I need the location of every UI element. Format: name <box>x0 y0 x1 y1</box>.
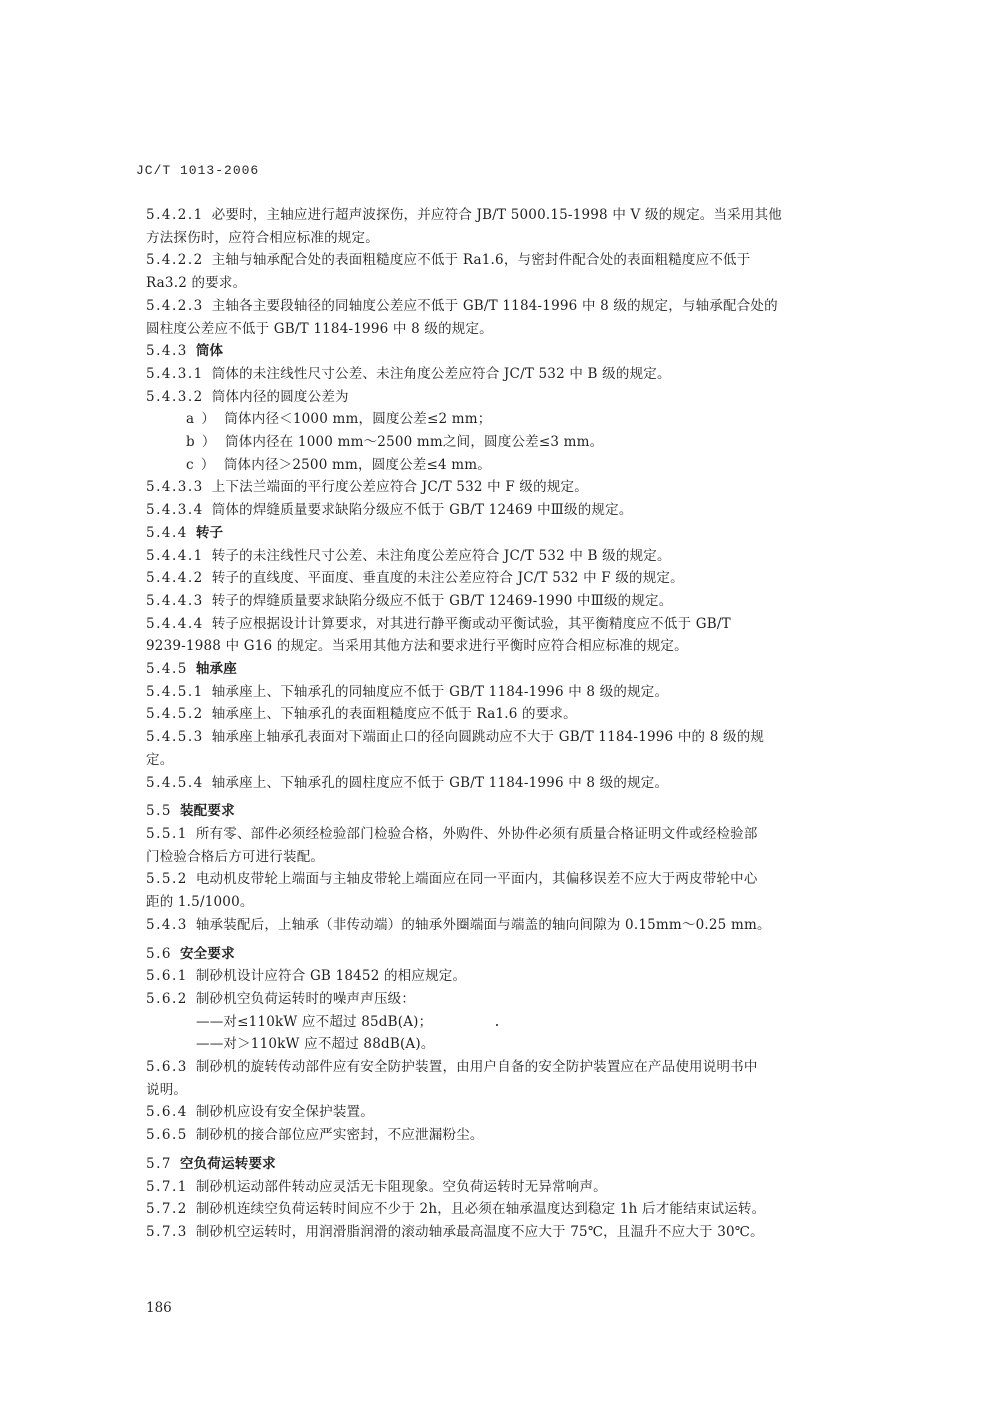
list-item <box>146 431 876 454</box>
clause-number: 5.4.2.3 <box>146 297 204 314</box>
clause-text: 制砂机空运转时，用润滑脂润滑的滚动轴承最高温度不应大于 75℃，且温升不应大于 30℃。 <box>195 1223 764 1240</box>
clause-text: 筒体的未注线性尺寸公差、未注角度公差应符合 JC/T 532 中 B 级的规定。 <box>211 365 671 382</box>
clause-text: 轴承座上、下轴承孔的表面粗糙度应不低于 Ra1.6 的要求。 <box>211 706 577 723</box>
clause-text: 上下法兰端面的平行度公差应符合 JC/T 532 中 F 级的规定。 <box>211 479 588 496</box>
clause-line <box>146 1198 876 1221</box>
clause-number: 5.7.2 <box>146 1201 188 1218</box>
clause-text: 制砂机设计应符合 GB 18452 的相应规定。 <box>195 968 467 985</box>
section-title: 转子 <box>195 524 224 541</box>
clause-continuation: 圆柱度公差应不低于 GB/T 1184-1996 中 8 级的规定。 <box>146 320 493 337</box>
clause-number: 5.4.5.1 <box>146 683 204 700</box>
clause-line <box>146 499 876 522</box>
clause-text: 必要时，主轴应进行超声波探伤，并应符合 JB/T 5000.15-1998 中 V 级的规定。当采用其他 <box>211 207 782 223</box>
clause-number: 5.6.4 <box>146 1104 188 1121</box>
clause-text: 所有零、部件必须经检验部门检验合格，外购件、外协件必须有质量合格证明文件或经检验部 <box>195 825 758 842</box>
clause-text: 筒体的焊缝质量要求缺陷分级应不低于 GB/T 12469 中Ⅲ级的规定。 <box>211 502 633 519</box>
section-heading-rotor <box>146 522 876 545</box>
clause-number: 5.4.3.3 <box>146 479 204 496</box>
clause-line <box>146 363 876 386</box>
clause-line <box>146 386 876 409</box>
list-text: 筒体内径在 1000 mm～2500 mm之间，圆度公差≤3 mm。 <box>224 434 604 451</box>
clause-number: 5.5.2 <box>146 871 188 888</box>
section-number: 5.6 <box>146 945 172 962</box>
clause-line <box>146 249 876 272</box>
clause-line <box>146 988 876 1011</box>
clause-number: 5.4.4.3 <box>146 592 204 609</box>
clause-line <box>146 545 876 568</box>
clause-line <box>146 1221 876 1244</box>
clause-text: 轴承装配后，上轴承（非传动端）的轴承外圈端面与端盖的轴向间隙为 0.15mm～0.25 mm。 <box>195 916 771 933</box>
clause-text: 转子的直线度、平面度、垂直度的未注公差应符合 JC/T 532 中 F 级的规定。 <box>211 570 684 587</box>
list-item <box>146 408 876 431</box>
clause-line <box>146 295 876 318</box>
clause-line <box>146 476 876 499</box>
clause-line <box>146 726 876 749</box>
clause-line <box>146 772 876 795</box>
clause-text: 主轴各主要段轴径的同轴度公差应不低于 GB/T 1184-1996 中 8 级的规定，与轴承配合处的 <box>211 297 778 314</box>
clause-text: 转子应根据设计计算要求，对其进行静平衡或动平衡试验，其平衡精度应不低于 GB/T <box>211 615 731 632</box>
clause-continuation: 定。 <box>146 751 174 768</box>
clause-text: 转子的未注线性尺寸公差、未注角度公差应符合 JC/T 532 中 B 级的规定。 <box>211 547 671 564</box>
list-marker: a ） <box>186 411 217 428</box>
section-number: 5.4.3 <box>146 343 188 360</box>
clause-continuation: 说明。 <box>146 1081 188 1098</box>
clause-continuation: 方法探伤时，应符合相应标准的规定。 <box>146 229 379 246</box>
clause-number: 5.4.3 <box>146 916 188 933</box>
clause-number: 5.6.3 <box>146 1059 188 1076</box>
clause-line <box>146 613 876 636</box>
clause-number: 5.6.1 <box>146 968 188 985</box>
clause-line <box>146 567 876 590</box>
clause-number: 5.4.3.1 <box>146 365 204 382</box>
clause-number: 5.6.2 <box>146 990 188 1007</box>
clause-line <box>146 1101 876 1124</box>
clause-line <box>146 703 876 726</box>
section-number: 5.4.4 <box>146 524 188 541</box>
section-title: 筒体 <box>195 343 224 360</box>
section-heading-cylinder <box>146 340 876 363</box>
clause-number: 5.5.1 <box>146 825 188 842</box>
section-heading-no-load <box>146 1153 876 1176</box>
section-title: 装配要求 <box>179 803 235 820</box>
clause-continuation: 门检验合格后方可进行装配。 <box>146 848 325 865</box>
section-heading-assembly <box>146 800 876 823</box>
clause-text: 轴承座上、下轴承孔的圆柱度应不低于 GB/T 1184-1996 中 8 级的规定。 <box>211 774 669 791</box>
clause-continuation: 距的 1.5/1000。 <box>146 894 254 911</box>
clause-number: 5.4.3.4 <box>146 502 204 519</box>
clause-line <box>146 204 876 227</box>
list-item <box>146 454 876 477</box>
section-title: 安全要求 <box>179 945 235 962</box>
clause-text: 制砂机的接合部位应严实密封，不应泄漏粉尘。 <box>195 1127 484 1144</box>
section-heading-bearing-seat <box>146 658 876 681</box>
clause-line <box>146 590 876 613</box>
list-marker: c ） <box>186 456 216 473</box>
clause-number: 5.6.5 <box>146 1127 188 1144</box>
page-number: 186 <box>146 1300 172 1316</box>
clause-text: 轴承座上、下轴承孔的同轴度应不低于 GB/T 1184-1996 中 8 级的规定。 <box>211 683 669 700</box>
section-number: 5.7 <box>146 1155 172 1172</box>
section-number: 5.5 <box>146 803 172 820</box>
clause-number: 5.4.4.1 <box>146 547 204 564</box>
dash-item: ——对≤110kW 应不超过 85dB(A)； <box>196 1013 433 1030</box>
scan-speck <box>496 1024 498 1026</box>
dash-item: ——对＞110kW 应不超过 88dB(A)。 <box>196 1036 435 1053</box>
section-title: 轴承座 <box>195 661 237 678</box>
clause-continuation: 9239-1988 中 G16 的规定。当采用其他方法和要求进行平衡时应符合相应标准的规定。 <box>146 638 688 655</box>
clause-text: 制砂机连续空负荷运转时间应不少于 2h，且必须在轴承温度达到稳定 1h 后才能结束试运转。 <box>195 1201 766 1218</box>
clause-line <box>146 1124 876 1147</box>
section-heading-safety <box>146 943 876 966</box>
clause-text: 制砂机的旋转传动部件应有安全防护装置，由用户自备的安全防护装置应在产品使用说明书中 <box>195 1059 758 1076</box>
list-text: 筒体内径＞2500 mm，圆度公差≤4 mm。 <box>223 456 492 473</box>
document-body <box>146 204 876 1244</box>
clause-line <box>146 868 876 891</box>
clause-line <box>146 1056 876 1079</box>
clause-line <box>146 823 876 846</box>
clause-text: 筒体内径的圆度公差为 <box>211 388 349 405</box>
clause-text: 制砂机运动部件转动应灵活无卡阻现象。空负荷运转时无异常响声。 <box>195 1178 607 1195</box>
clause-number: 5.7.3 <box>146 1223 188 1240</box>
clause-text: 制砂机应设有安全保护装置。 <box>195 1104 374 1121</box>
clause-number: 5.4.2.1 <box>146 207 204 223</box>
section-number: 5.4.5 <box>146 661 188 678</box>
section-title: 空负荷运转要求 <box>179 1155 276 1172</box>
clause-number: 5.4.5.2 <box>146 706 204 723</box>
clause-number: 5.4.4.4 <box>146 615 204 632</box>
clause-text: 制砂机空负荷运转时的噪声声压级： <box>195 990 416 1007</box>
clause-text: 电动机皮带轮上端面与主轴皮带轮上端面应在同一平面内，其偏移误差不应大于两皮带轮中心 <box>195 871 758 888</box>
clause-number: 5.4.5.3 <box>146 729 204 746</box>
clause-text: 转子的焊缝质量要求缺陷分级应不低于 GB/T 12469-1990 中Ⅲ级的规定。 <box>211 592 673 609</box>
clause-number: 5.4.5.4 <box>146 774 204 791</box>
clause-number: 5.4.4.2 <box>146 570 204 587</box>
clause-line <box>146 681 876 704</box>
list-marker: b ） <box>186 434 217 451</box>
clause-number: 5.4.2.2 <box>146 252 204 269</box>
document-header: JC/T 1013-2006 <box>136 163 260 178</box>
clause-line <box>146 965 876 988</box>
clause-number: 5.7.1 <box>146 1178 188 1195</box>
clause-line <box>146 1176 876 1199</box>
clause-line <box>146 914 876 937</box>
clause-text: 主轴与轴承配合处的表面粗糙度应不低于 Ra1.6，与密封件配合处的表面粗糙度应不低于 <box>211 252 751 269</box>
clause-number: 5.4.3.2 <box>146 388 204 405</box>
clause-continuation: Ra3.2 的要求。 <box>146 275 247 292</box>
list-text: 筒体内径＜1000 mm，圆度公差≤2 mm； <box>224 411 492 428</box>
clause-text: 轴承座上轴承孔表面对下端面止口的径向圆跳动应不大于 GB/T 1184-1996 中的 8 级的规 <box>211 729 765 746</box>
